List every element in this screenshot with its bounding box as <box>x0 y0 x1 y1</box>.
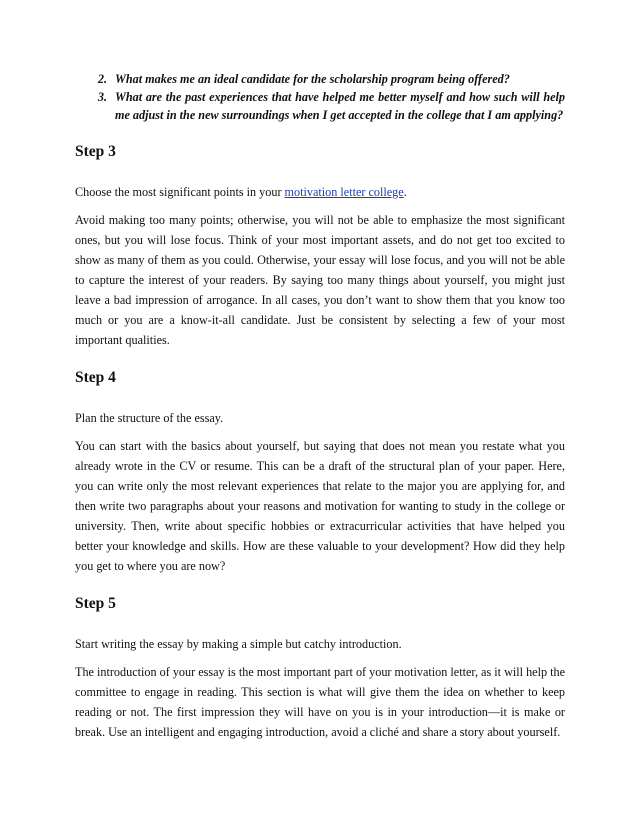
step-3-body: Avoid making too many points; otherwise, you will not be able to emphasize the most significant ones, but you will lose focus. Think of your most important assets, and do not get too excited to show as many of them as you could. Otherwise, your essay will lose focus, and you will not be able to capture the interest of your readers. By saying too many things about yourself, you might just leave a bad impression of arrogance. In all cases, you don’t want to show them that you know too much or you are a know-it-all candidate. Just be consistent by selecting a few of your most important qualities. <box>75 213 565 347</box>
list-item <box>75 88 565 124</box>
step-4-heading: Step 4 <box>75 369 116 386</box>
motivation-letter-link[interactable]: motivation letter college <box>284 185 404 199</box>
list-number: 2. <box>97 72 107 86</box>
question-list <box>75 70 565 124</box>
list-item <box>75 70 565 88</box>
step-3-intro-end: . <box>403 185 407 199</box>
step-3-intro <box>75 182 565 202</box>
list-number: 3. <box>97 90 107 104</box>
step-5-heading: Step 5 <box>75 595 116 612</box>
document-page <box>75 70 565 742</box>
list-text: What are the past experiences that have helped me better myself and how such will help me adjust in the new surroundings when I get accepted in the college that I am applying? <box>115 90 565 122</box>
step-4-body: You can start with the basics about yourself, but saying that does not mean you restate what you already wrote in the CV or resume. This can be a draft of the structural plan of your paper. Here, you can write only the most relevant experiences that relate to the major you are applying for, and then write two paragraphs about your reasons and motivation for wanting to study in the college or university. Then, write about specific hobbies or extracurricular activities that have helped you better your knowledge and skills. How are these valuable to your development? How did they help you get to where you are now? <box>75 439 565 573</box>
step-4-intro: Plan the structure of the essay. <box>75 411 224 425</box>
step-5-body: The introduction of your essay is the most important part of your motivation letter, as it will help the committee to engage in reading. This section is what will give them the idea on whether to keep reading or not. The first impression they will have on you is in your introduction—it is make or break. Use an intelligent and engaging introduction, avoid a cliché and share a story about yourself. <box>75 665 565 739</box>
step-3-heading: Step 3 <box>75 143 116 160</box>
step-5-intro: Start writing the essay by making a simple but catchy introduction. <box>75 637 402 651</box>
step-3-intro-text: Choose the most significant points in your <box>75 185 285 199</box>
list-text: What makes me an ideal candidate for the scholarship program being offered? <box>115 72 510 86</box>
